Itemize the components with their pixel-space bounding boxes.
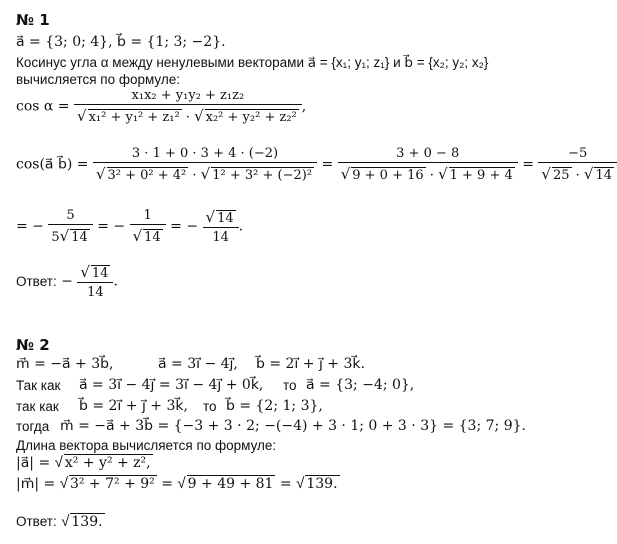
cos-formula-den-a: x₁² + y₁² + z₁² <box>88 110 180 125</box>
calc-f3-den-b: 14 <box>595 168 613 183</box>
problem1-answer-denominator: 14 <box>87 285 104 300</box>
problem2-line3-lead: так как <box>16 399 59 414</box>
problem1-answer-label: Ответ: <box>16 274 57 289</box>
problem2-answer-label: Ответ: <box>16 514 57 529</box>
problem2-length-text: Длина вектора вычисляется по формуле: <box>16 438 277 453</box>
problem2-heading: № 2 <box>16 336 50 354</box>
problem2-line-a: a⃗ = 3i⃗ − 4j⃗, <box>158 356 238 372</box>
calc-f3-numerator: −5 <box>538 146 617 163</box>
problem2-line2-expr: a⃗ = 3i⃗ − 4j⃗ = 3i⃗ − 4j⃗ + 0k⃗, <box>79 377 264 393</box>
calc-f1-den-a: 3² + 0² + 4² <box>107 168 187 183</box>
problem2-line-b: b⃗ = 2i⃗ + j⃗ + 3k⃗. <box>256 356 365 372</box>
simp-f2-den-radicand: 14 <box>144 230 161 245</box>
simp-f1-numerator: 5 <box>48 208 92 225</box>
simp-f3-num-radicand: 14 <box>217 211 234 226</box>
len-a-radicand: x² + y² + z², <box>64 455 151 471</box>
problem1-given-vectors: a⃗ = {3; 0; 4}, b⃗ = {1; 3; −2}. <box>16 34 226 50</box>
problem1-intro-line1: Косинус угла α между ненулевыми векторами a⃗ = {x₁; y₁; z₁} и b⃗ = {x₂; y₂; x₂} <box>16 55 489 70</box>
cos-formula-den-b: x₂² + y₂² + z₂² <box>205 110 297 125</box>
problem2-line3-then: то <box>203 399 217 414</box>
length-formula-a: |a⃗| = √ x² + y² + z², <box>16 454 151 471</box>
problem2-line2-lead: Так как <box>16 378 61 393</box>
calc-f1-den-b: 1² + 3² + (−2)² <box>212 168 313 183</box>
problem2-line4-lead: тогда <box>16 419 50 434</box>
problem2-line-m: m⃗ = −a⃗ + 3b⃗, <box>16 356 114 372</box>
problem2-line2-result: a⃗ = {3; −4; 0}, <box>306 377 415 393</box>
calc-fraction-1: $\frac{3 \cdot 1 + 0 \cdot 3 + 4 \cdot (-2)}{\text{√ 3² + 0² + 4² · √ 1² + 3² + (−2)²}}$ <box>93 146 317 183</box>
cos-calculation: cos(a⃗ b⃗) = $\frac{3 \cdot 1 + 0 \cdot 3 + 4 \cdot (-2)}{\text{√ 3² + 0² + 4² · √ 1² + 3² + (−2)²}}$ = $\frac{3 + 0 - 8}{√ 9 + 0 + 16 \cdot √ 1 + 9 + 4}$ = $\frac{-5}{√ 25 \cdot √ 14}$ <box>16 146 617 183</box>
len-m-label: |m⃗| = <box>16 476 56 492</box>
problem1-intro-line2: вычисляется по формуле: <box>16 72 181 87</box>
calc-f2-den-b: 1 + 9 + 4 <box>449 168 513 183</box>
simp-f2-numerator: 1 <box>130 208 166 225</box>
cos-formula-label: cos α = <box>16 98 70 115</box>
problem1-answer-num-radicand: 14 <box>91 266 109 281</box>
len-m-radicand-3: 139. <box>306 476 338 492</box>
simp-fraction-3: $\frac{√ 14}{14}$ <box>203 208 239 245</box>
problem2-line3-result: b⃗ = {2; 1; 3}, <box>226 398 323 414</box>
len-m-radicand-2: 9 + 49 + 81 <box>187 476 274 492</box>
problem2-answer-radicand: 139. <box>71 514 103 530</box>
calc-f1-numerator: 3 · 1 + 0 · 3 + 4 · (−2) <box>93 146 317 163</box>
simp-fraction-2: $\frac{1}{√ 14}$ <box>130 208 166 245</box>
calc-fraction-2: $\frac{3 + 0 - 8}{√ 9 + 0 + 16 \cdot √ 1 + 9 + 4}$ <box>338 146 518 183</box>
simp-fraction-1: $\frac{5}{5√ 14}$ <box>48 208 92 245</box>
problem1-answer: Ответ: − $\frac{√ 14}{14}$ . <box>16 263 118 300</box>
calc-fraction-3: $\frac{-5}{√ 25 \cdot √ 14}$ <box>538 146 617 183</box>
simp-f1-den-coef: 5 <box>51 230 60 245</box>
problem1-heading: № 1 <box>16 11 50 29</box>
calc-f3-den-a: 25 <box>552 168 570 183</box>
cos-simplification: = − $\frac{5}{5√ 14}$ = − $\frac{1}{√ 14}$ = − $\frac{√ 14}{14}$ . <box>16 208 244 245</box>
cos-formula-fraction <box>74 88 302 125</box>
problem2-line3-expr: b⃗ = 2i⃗ + j⃗ + 3k⃗, <box>79 398 188 414</box>
simp-f1-den-radicand: 14 <box>71 230 88 245</box>
len-a-label: |a⃗| = <box>16 455 51 471</box>
cos-formula: cos α = $\frac{\text{x₁x₂ + y₁y₂ + z₁z₂}}{\text{√ x₁² + y₁² + z₁² · √ x₂² + y₂² + z₂²}}$ , <box>16 88 307 125</box>
cos-formula-denominator: √ x₁² + y₁² + z₁² · √ x₂² + y₂² + z₂² <box>77 107 297 125</box>
calc-f2-numerator: 3 + 0 − 8 <box>338 146 518 163</box>
calc-f2-den-a: 9 + 0 + 16 <box>352 168 424 183</box>
problem2-line2-then: то <box>283 378 297 393</box>
len-m-radicand-1: 3² + 7² + 9² <box>69 476 155 492</box>
problem1-answer-fraction: $\frac{√ 14}{14}$ <box>77 263 113 300</box>
problem2-line4-expr: m⃗ = −a⃗ + 3b⃗ = {−3 + 3 · 2; −(−4) + 3 · 1; 0 + 3 · 3} = {3; 7; 9}. <box>60 418 526 434</box>
length-formula-m: |m⃗| = √ 3² + 7² + 9² = √ 9 + 49 + 81 = √ 139. <box>16 475 338 492</box>
simp-f3-denominator: 14 <box>212 230 229 245</box>
cos-formula-numerator: x₁x₂ + y₁y₂ + z₁z₂ <box>74 88 302 105</box>
problem2-answer: Ответ: √ 139. <box>16 513 103 530</box>
cos-calc-label: cos(a⃗ b⃗) = <box>16 156 89 173</box>
